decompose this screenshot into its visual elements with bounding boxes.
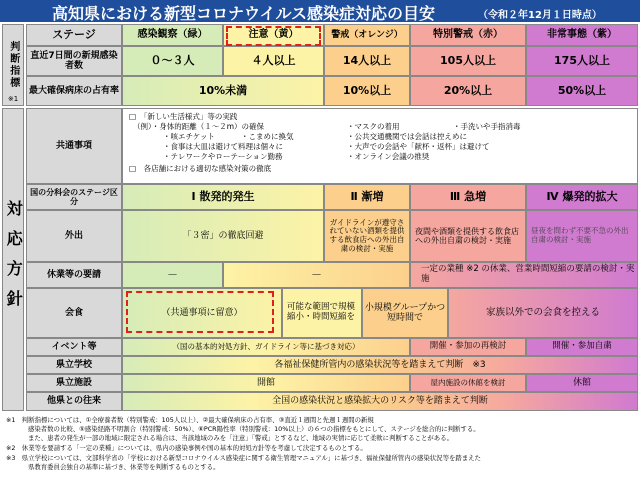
common-line-6: ・こまめに換気 [241,132,294,141]
event-label: イベント等 [26,338,122,356]
note-1b: 感染者数の比較、⑤感染経路不明割合（特別警戒：50%）、⑥PCR陽性率（特別警戒：10%以上）の６つの指標をもとにして、ステージを総合的に判断する。 [28,425,480,433]
judge-label: 判断指標 [2,24,24,106]
closure-2: － [223,262,410,288]
facility-2: 屋内施設の休館を検討 [410,374,526,392]
closure-label: 休業等の要請 [26,262,122,288]
page-title: 高知県における新型コロナウイルス感染症対応の目安 [52,4,436,23]
note-2: ※2 休業等を要請する「一定の業種」については、県内の感染事例や国の基本的対処方針等を考慮して決定するものとする。 [6,444,367,452]
new-cases-red: 105人以上 [410,46,526,76]
bed-red: 20%以上 [410,76,526,106]
new-cases-purple: 175人以上 [526,46,638,76]
common-line-1: □ 「新しい生活様式」等の実践 [129,112,238,121]
current-stage-marker-dining [126,291,274,333]
school-label: 県立学校 [26,356,122,374]
title-bar [0,0,640,22]
travel-label: 他県との往来 [26,392,122,411]
note-1: ※1 判断指標については、①全療養者数（特別警戒：105人以上）、②最大確保病床の占有率、③直近１週間と先週１週間の新規 [6,416,374,424]
taiou-label: 対応方針 [2,108,24,411]
common-box [122,108,638,184]
facility-label: 県立施設 [26,374,122,392]
stage-header: ステージ [26,24,122,46]
common-line-4: ・手洗いや手指消毒 [453,122,521,131]
judge-note: ※1 [7,94,19,103]
common-line-5: ・咳エチケット [163,132,215,141]
stage-class-4: Ⅳ 爆発的拡大 [526,184,638,210]
stage-yellow: 注意（黄） [223,24,324,46]
dining-3: 小規模グループかつ短時間で [362,288,448,338]
bed-purple: 50%以上 [526,76,638,106]
stage-class-1: Ⅰ 散発的発生 [122,184,324,210]
stage-green: 感染観察（緑） [122,24,223,46]
common-line-9: ・大声での会話や「献杯・返杯」は避けて [347,142,490,151]
outing-label: 外出 [26,210,122,262]
new-cases-yellow: ４人以上 [223,46,324,76]
travel-value: 全国の感染状況と感染拡大のリスク等を踏まえて判断 [122,392,638,411]
common-line-8: ・食事は大皿は避けて料理は個々に [163,142,283,151]
checkbox-icon: □ [129,112,144,121]
dining-2: 可能な範囲で規模縮小・時間短縮を [282,288,362,338]
common-label: 共通事項 [26,108,122,184]
new-cases-orange: 14人以上 [324,46,410,76]
note-3b: 県教育委員会独自の基準に基づき、休業等を判断するものとする。 [28,463,220,471]
stage-class-3: Ⅲ 急増 [410,184,526,210]
stage-purple: 非常事態（紫） [526,24,638,46]
note-3: ※3 県立学校については、文部科学省の「学校における新型コロナウイルス感染症に関する衛生管理マニュアル」に基づき、福祉保健所管内の感染状況等を踏まえた [6,454,481,462]
common-line-12: □ 各店舗における適切な感染対策の徹底 [129,164,272,173]
event-1: （国の基本的対処方針、ガイドライン等に基づき対応） [122,338,410,356]
common-line-2: （例）・身体的距離（１～２m）の確保 [133,122,265,131]
checkbox-icon: □ [129,164,144,173]
bed-orange: 10%以上 [324,76,410,106]
note-1c: また、患者の発生が一部の地域に限定される場合は、当該地域のみを「注意」「警戒」とするなど、地域の実情に応じて柔軟に判断することがある。 [28,434,453,442]
stage-class-label: 国の分科会のステージ区分 [26,184,122,210]
new-cases-label: 直近7日間の新規感染者数 [26,46,122,76]
event-2: 開催・参加の再検討 [410,338,526,356]
closure-1: － [122,262,223,288]
event-3: 開催・参加自粛 [526,338,638,356]
new-cases-green: ０～３人 [122,46,223,76]
facility-1: 開館 [122,374,410,392]
outing-1: 「３密」の徹底回避 [122,210,324,262]
stage-class-2: Ⅱ 漸増 [324,184,410,210]
facility-3: 休館 [526,374,638,392]
dining-label: 会食 [26,288,122,338]
stage-red: 特別警戒（赤） [410,24,526,46]
dining-4: 家族以外での会食を控える [448,288,638,338]
stage-orange: 警戒（オレンジ） [324,24,410,46]
common-line-7: ・公共交通機関では会話は控えめに [347,132,467,141]
bed-label: 最大確保病床の占有率 [26,76,122,106]
outing-2: ガイドラインが遵守されていない酒類を提供する飲食店への外出自粛の検討・実施 [324,210,410,262]
bed-green-yellow: 10%未満 [122,76,324,106]
date-label: （令和２年12月１日時点） [478,10,602,21]
school-value: 各福祉保健所管内の感染状況等を踏まえて判断 ※3 [122,356,638,374]
current-stage-marker [226,26,321,46]
dining-1: （共通事項に留意） [122,288,282,338]
outing-3: 夜間や酒類を提供する飲食店への外出自粛の検討・実施 [410,210,526,262]
common-line-3: ・マスクの着用 [347,122,400,131]
common-line-11: ・オンライン会議の推奨 [347,152,430,161]
closure-3: 一定の業種 ※2 の休業、営業時間短縮の要請の検討・実施 [410,262,638,288]
outing-4: 昼夜を問わず不要不急の外出自粛の検討・実施 [526,210,638,262]
common-line-10: ・テレワークやローテーション勤務 [163,152,283,161]
